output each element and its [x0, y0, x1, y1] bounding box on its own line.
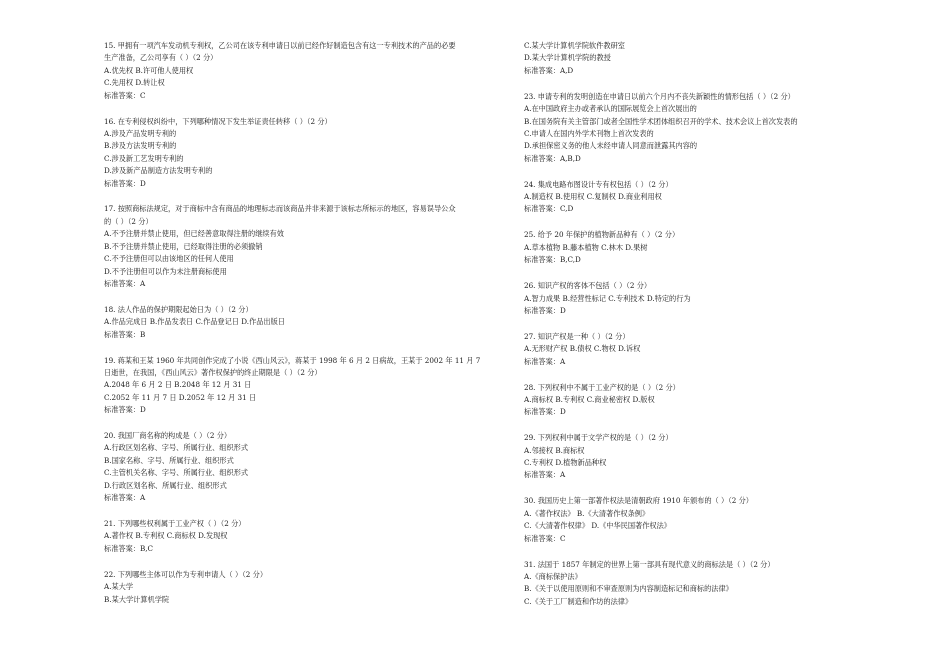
question-block: [524, 179, 924, 216]
question-line: B.不予注册并禁止使用，已经取得注册的必须撤销: [104, 241, 263, 251]
question-line: C.《关于工厂制造和作坊的法律》: [524, 596, 633, 606]
question-text: 23. 申请专利的发明创造在申请日以前六个月内不丧失新颖性的情形包括（ ）（2 分）: [524, 91, 795, 101]
question-line: C.不予注册但可以由该地区的任何人使用: [104, 254, 234, 264]
standard-answer: 标准答案：B: [104, 329, 146, 339]
question-line: C.先用权 D.转让权: [104, 78, 165, 88]
standard-answer: 标准答案：D: [104, 178, 146, 188]
question-block: [104, 518, 504, 555]
question-line: D.行政区划名称、所属行业、组织形式: [104, 480, 227, 490]
standard-answer: 标准答案：A,D: [524, 65, 574, 75]
standard-answer: 标准答案：B,C,D: [524, 255, 581, 265]
question-line: A.《商标保护法》: [524, 571, 582, 581]
right-column: [524, 40, 924, 622]
standard-answer: 标准答案：D: [524, 305, 566, 315]
question-block: [524, 495, 924, 545]
standard-answer: 标准答案：C,D: [524, 204, 574, 214]
question-block: [524, 559, 924, 609]
question-text: 17. 按照商标法规定，对于商标中含有商品的地理标志而该商品并非来源于该标志所标示的地区，容易误导公众: [104, 204, 456, 214]
question-line: A.邻接权 B.商标权: [524, 445, 585, 455]
question-block: [524, 91, 924, 165]
question-text: 21. 下列哪些权利属于工业产权（ ）（2 分）: [104, 519, 246, 528]
question-block: [104, 116, 504, 190]
question-text: 31. 法国于 1857 年制定的世界上第一部具有现代意义的商标法是（ ）（2 分）: [524, 559, 775, 569]
question-line: 日逝世，在我国，《西山风云》著作权保护的终止期限是（ ）（2 分）: [104, 367, 322, 377]
question-text: C.某大学计算机学院软件教研室: [524, 41, 625, 50]
question-line: B.《关于以使用原则和不审查原则为内容制造标记和商标的法律》: [524, 584, 733, 594]
question-line: B.国家名称、字号、所属行业、组织形式: [104, 455, 234, 465]
question-line: 的（ ）（2 分）: [104, 216, 153, 226]
question-block: [104, 569, 504, 606]
standard-answer: 标准答案：A: [524, 356, 566, 366]
question-text: 25. 给予 20 年保护的植物新品种有（ ）（2 分）: [524, 230, 680, 240]
question-line: A.作品完成日 B.作品发表日 C.作品登记日 D.作品出版日: [104, 317, 285, 327]
standard-answer: 标准答案：A: [104, 493, 146, 503]
question-text: 28. 下列权利中不属于工业产权的是（ ）（2 分）: [524, 382, 680, 392]
question-line: A.智力成果 B.经营性标记 C.专利技术 D.特定的行为: [524, 293, 691, 303]
question-line: D.涉及新产品制造方法发明专利的: [104, 166, 213, 176]
question-line: A.行政区划名称、字号、所属行业、组织形式: [104, 443, 249, 453]
question-text: 19. 蒋某和王某 1960 年共同创作完成了小说《西山风云》，蒋某于 1998 年 6 月 2 日病故，王某于 2002 年 11 月 7: [104, 355, 481, 365]
question-line: C.专利权 D.植物新品种权: [524, 458, 607, 468]
standard-answer: 标准答案：D: [104, 405, 146, 415]
question-line: B.某大学计算机学院: [104, 594, 170, 604]
question-block: [524, 280, 924, 317]
question-block: [104, 430, 504, 504]
question-line: C.申请人在国内外学术刊物上首次发表的: [524, 128, 654, 138]
standard-answer: 标准答案：A: [104, 278, 146, 288]
question-text: 15. 甲拥有一项汽车发动机专利权，乙公司在该专利申请日以前已经作好制造包含有这一专利技术的产品的必要: [104, 41, 456, 50]
question-text: 18. 法人作品的保护期限起始日为（ ）（2 分）: [104, 304, 253, 314]
standard-answer: 标准答案：B,C: [104, 543, 154, 553]
question-line: D.某大学计算机学院的教授: [524, 53, 611, 63]
question-line: D.不予注册但可以作为未注册商标使用: [104, 266, 227, 276]
question-line: A.不予注册并禁止使用，但已经善意取得注册的继续有效: [104, 229, 284, 239]
question-line: D.承担保密义务的他人未经申请人同意而泄露其内容的: [524, 141, 698, 151]
left-column: [104, 40, 504, 619]
standard-answer: 标准答案：C: [104, 90, 146, 100]
question-text: 22. 下列哪些主体可以作为专利申请人（ ）（2 分）: [104, 569, 268, 579]
question-line: A.优先权 B.许可他人使用权: [104, 65, 194, 75]
question-line: 生产准备，乙公司享有（ ）（2 分）: [104, 53, 218, 63]
question-block: [524, 382, 924, 419]
standard-answer: 标准答案：D: [524, 407, 566, 417]
question-block: [104, 203, 504, 290]
question-text: 26. 知识产权的客体不包括（ ）（2 分）: [524, 281, 652, 291]
question-line: A.商标权 B.专利权 C.商业秘密权 D.版权: [524, 394, 655, 404]
question-line: A.无形财产权 B.债权 C.物权 D.诉权: [524, 344, 641, 354]
question-line: A.在中国政府主办或者承认的国际展览会上首次展出的: [524, 104, 697, 114]
question-line: C.《大清著作权律》 D.《中华民国著作权法》: [524, 521, 671, 531]
standard-answer: 标准答案：C: [524, 533, 566, 543]
question-line: A.2048 年 6 月 2 日 B.2048 年 12 月 31 日: [104, 380, 252, 390]
question-text: 16. 在专利侵权纠纷中，下列哪种情况下发生举证责任转移（ ）（2 分）: [104, 116, 332, 126]
question-block: [524, 331, 924, 368]
question-text: 27. 知识产权是一种（ ）（2 分）: [524, 331, 630, 341]
question-text: 20. 我国厂商名称的构成是（ ）（2 分）: [104, 431, 232, 441]
question-line: A.草本植物 B.藤本植物 C.林木 D.果树: [524, 242, 648, 252]
question-block: [104, 355, 504, 417]
question-text: 30. 我国历史上第一部著作权法是清朝政府 1910 年颁布的（ ）（2 分）: [524, 496, 753, 506]
question-line: A.涉及产品发明专利的: [104, 128, 177, 138]
question-block: [524, 432, 924, 482]
question-line: A.某大学: [104, 582, 134, 592]
question-block: [104, 304, 504, 341]
question-block: [524, 40, 924, 77]
standard-answer: 标准答案：A: [524, 470, 566, 480]
question-line: C.涉及新工艺发明专利的: [104, 153, 184, 163]
question-line: A.制造权 B.使用权 C.复制权 D.商业利用权: [524, 192, 662, 202]
question-line: C.2052 年 11 月 7 日 D.2052 年 12 月 31 日: [104, 392, 257, 402]
standard-answer: 标准答案：A,B,D: [524, 153, 581, 163]
question-text: 29. 下列权利中属于文学产权的是（ ）（2 分）: [524, 433, 673, 443]
question-line: B.在国务院有关主管部门或者全国性学术团体组织召开的学术、技术会议上首次发表的: [524, 116, 798, 126]
question-line: A.《著作权法》 B.《大清著作权条例》: [524, 508, 650, 518]
question-block: [104, 40, 504, 102]
question-text: 24. 集成电路布图设计专有权包括（ ）（2 分）: [524, 179, 673, 189]
question-block: [524, 229, 924, 266]
question-line: B.涉及方法发明专利的: [104, 141, 177, 151]
question-line: A.著作权 B.专利权 C.商标权 D.发现权: [104, 531, 228, 541]
question-line: C.主管机关名称、字号、所属行业、组织形式: [104, 468, 249, 478]
